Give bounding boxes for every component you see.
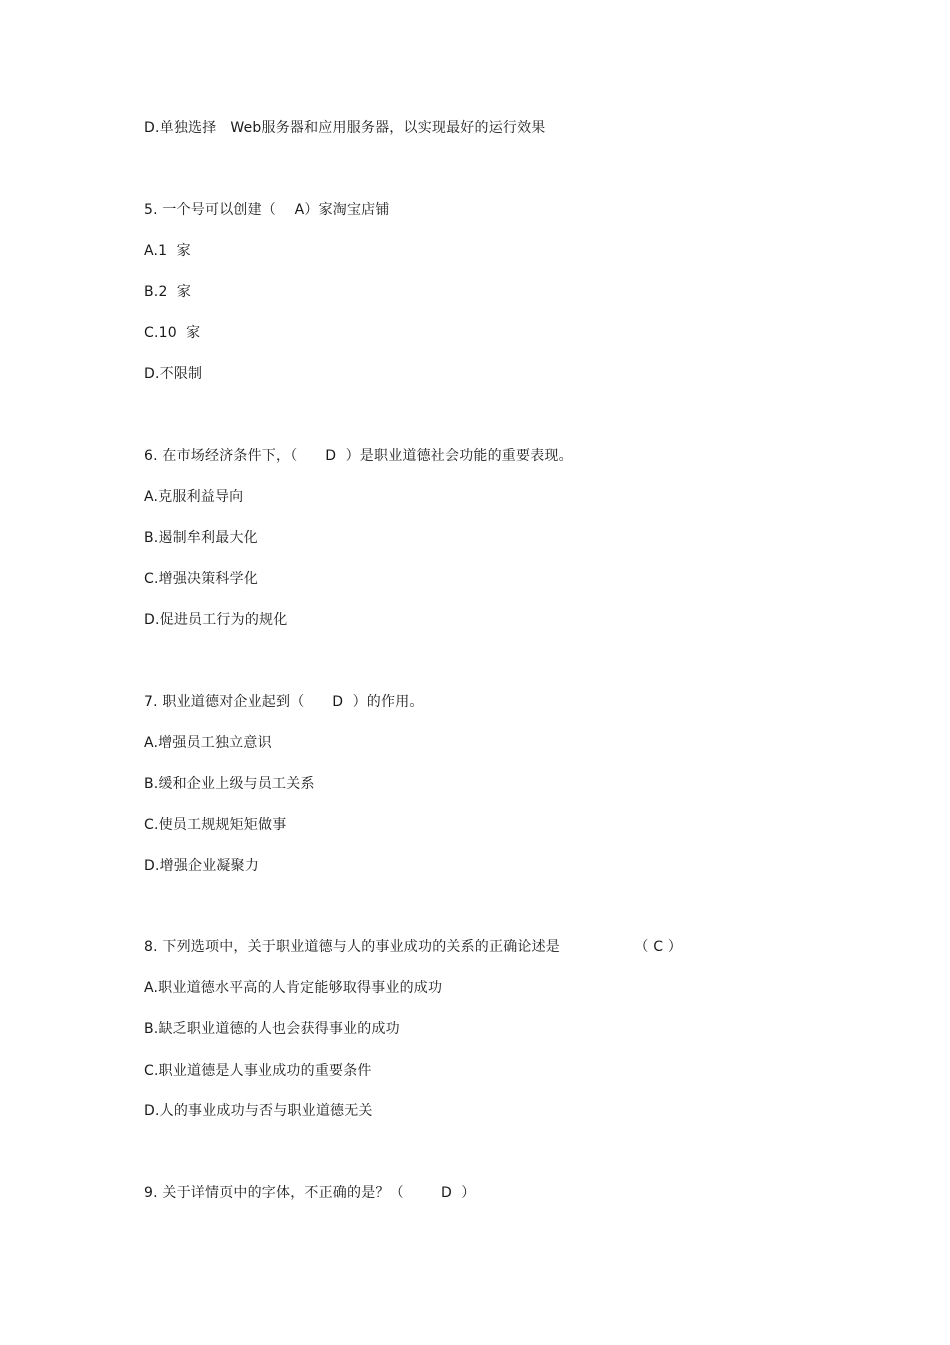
q8-option-a: A.职业道德水平高的人肯定能够取得事业的成功 bbox=[144, 980, 443, 996]
q8-question: 8. 下列选项中，关于职业道德与人的事业成功的关系的正确论述是 （ C ） bbox=[144, 939, 683, 955]
q5-option-d: D.不限制 bbox=[144, 366, 203, 382]
q8-option-b: B.缺乏职业道德的人也会获得事业的成功 bbox=[144, 1021, 400, 1037]
q4-option-d: D.单独选择 Web服务器和应用服务器，以实现最好的运行效果 bbox=[144, 120, 546, 136]
q8-option-d: D.人的事业成功与否与职业道德无关 bbox=[144, 1103, 373, 1119]
q7-question: 7. 职业道德对企业起到（ D ）的作用。 bbox=[144, 694, 424, 710]
q7-option-a: A.增强员工独立意识 bbox=[144, 735, 272, 751]
q6-option-d: D.促进员工行为的规化 bbox=[144, 612, 288, 628]
q7-option-c: C.使员工规规矩矩做事 bbox=[144, 817, 287, 833]
q6-option-a: A.克服利益导向 bbox=[144, 489, 244, 505]
q5-option-a: A.1 家 bbox=[144, 243, 191, 259]
q6-option-b: B.遏制牟利最大化 bbox=[144, 530, 258, 546]
q5-option-b: B.2 家 bbox=[144, 284, 192, 300]
q7-option-b: B.缓和企业上级与员工关系 bbox=[144, 776, 315, 792]
q7-option-d: D.增强企业凝聚力 bbox=[144, 858, 260, 874]
q5-question: 5. 一个号可以创建（ A）家淘宝店铺 bbox=[144, 202, 390, 218]
q5-option-c: C.10 家 bbox=[144, 325, 201, 341]
q9-question: 9. 关于详情页中的字体，不正确的是？（ D ） bbox=[144, 1185, 476, 1201]
q8-option-c: C.职业道德是人事业成功的重要条件 bbox=[144, 1063, 372, 1079]
q6-option-c: C.增强决策科学化 bbox=[144, 571, 259, 587]
q6-question: 6. 在市场经济条件下，（ D ）是职业道德社会功能的重要表现。 bbox=[144, 448, 573, 464]
